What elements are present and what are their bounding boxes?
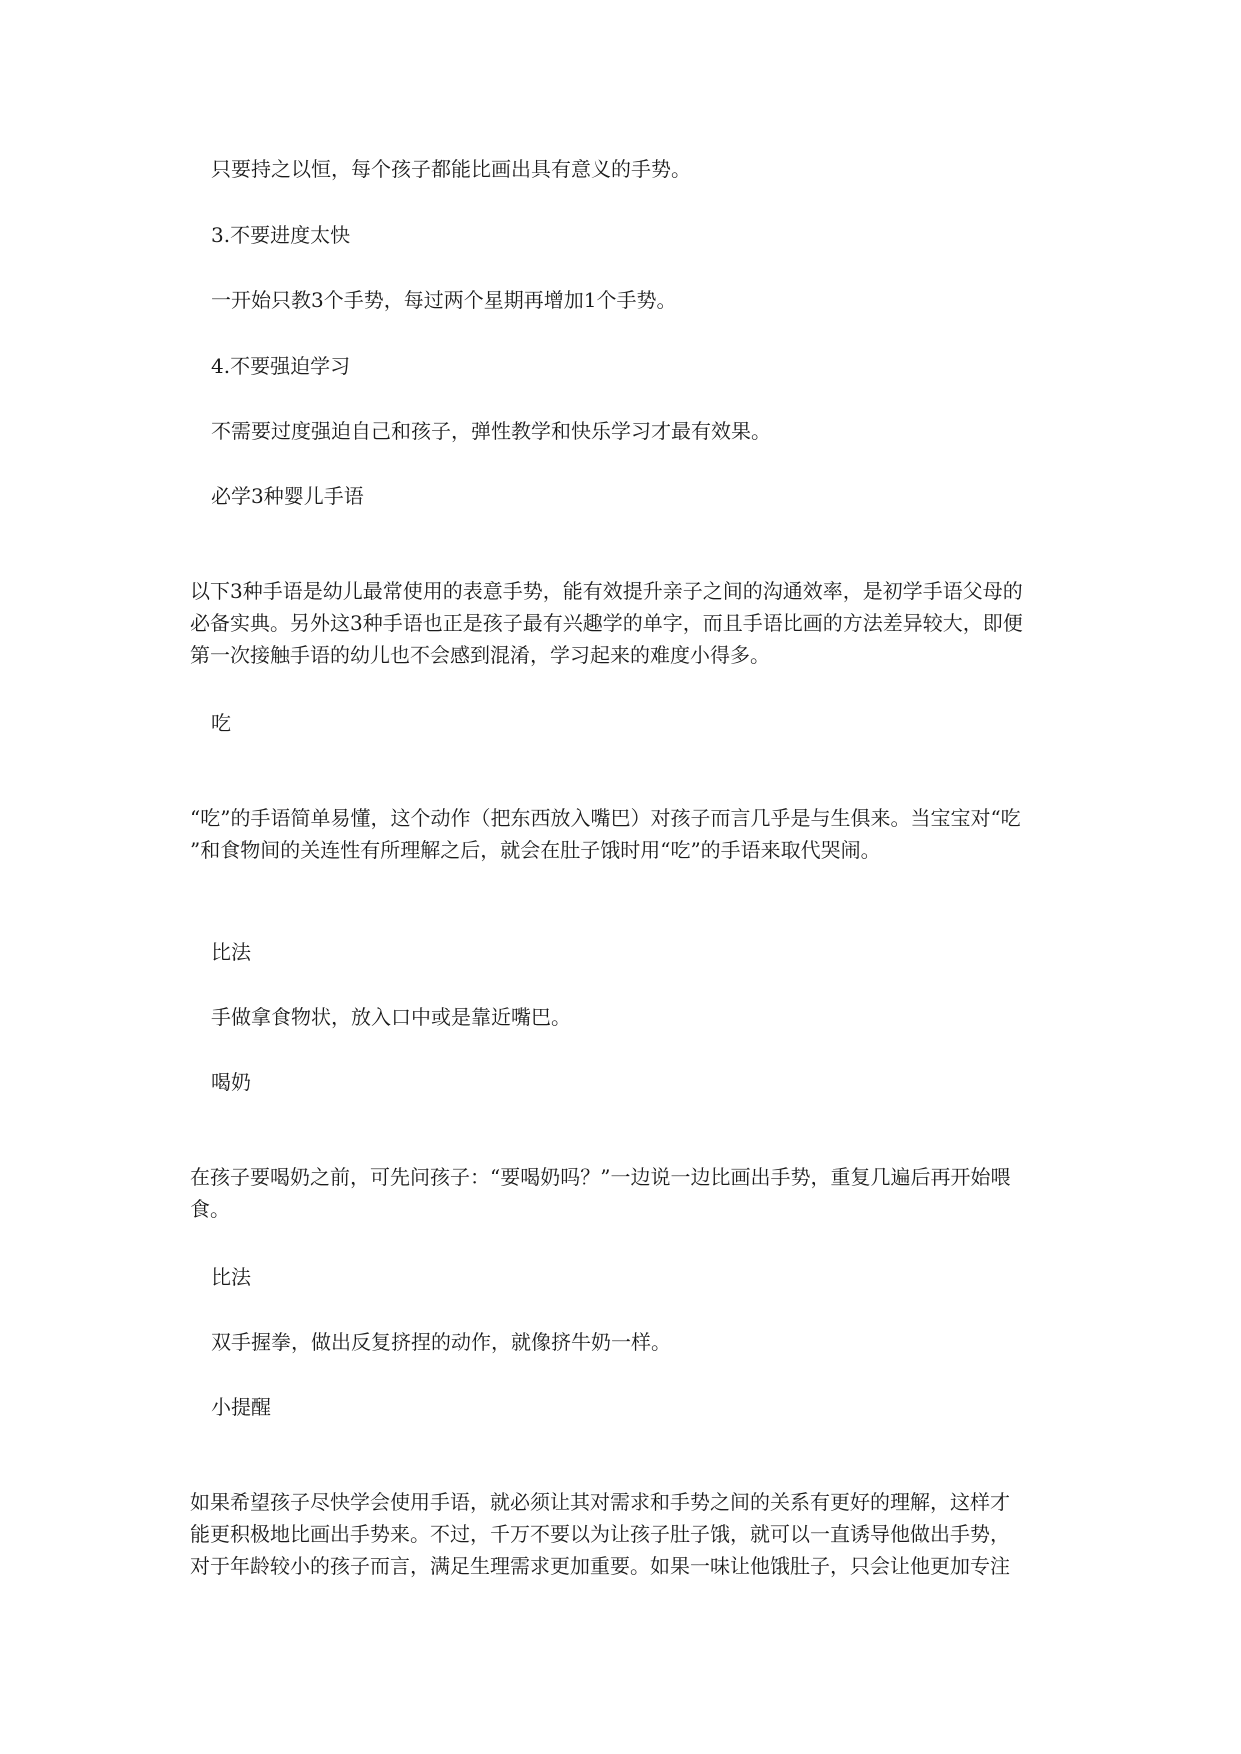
heading-drink-milk: 喝奶 — [211, 1070, 251, 1094]
paragraph-intro-line-2: 必备实典。另外这3种手语也正是孩子最有兴趣学的单字，而且手语比画的方法差异较大，即便 — [190, 611, 1023, 635]
paragraph-three-gestures: 一开始只教3个手势，每过两个星期再增加1个手势。 — [211, 288, 677, 312]
paragraph-persistence: 只要持之以恒，每个孩子都能比画出具有意义的手势。 — [211, 157, 691, 181]
heading-no-forcing: 4.不要强迫学习 — [211, 354, 351, 378]
heading-not-too-fast: 3.不要进度太快 — [211, 223, 351, 247]
heading-how-to-eat: 比法 — [211, 940, 251, 964]
paragraph-intro-line-3: 第一次接触手语的幼儿也不会感到混淆，学习起来的难度小得多。 — [190, 643, 770, 667]
paragraph-tip-line-2: 能更积极地比画出手势来。不过，千万不要以为让孩子肚子饿，就可以一直诱导他做出手势， — [190, 1522, 1010, 1546]
paragraph-milk-method: 双手握拳，做出反复挤捏的动作，就像挤牛奶一样。 — [211, 1330, 671, 1354]
paragraph-tip-line-3: 对于年龄较小的孩子而言，满足生理需求更加重要。如果一味让他饿肚子，只会让他更加专注 — [190, 1554, 1010, 1578]
paragraph-eat-line-1: “吃”的手语简单易懂，这个动作（把东西放入嘴巴）对孩子而言几乎是与生俱来。当宝宝对“吃 — [190, 806, 1021, 830]
paragraph-tip-line-1: 如果希望孩子尽快学会使用手语，就必须让其对需求和手势之间的关系有更好的理解，这样才 — [190, 1490, 1010, 1514]
heading-tip: 小提醒 — [211, 1395, 271, 1419]
paragraph-eat-method: 手做拿食物状，放入口中或是靠近嘴巴。 — [211, 1005, 571, 1029]
paragraph-milk-line-1: 在孩子要喝奶之前，可先问孩子：“要喝奶吗？”一边说一边比画出手势，重复几遍后再开始喂 — [190, 1165, 1011, 1189]
heading-three-baby-signs: 必学3种婴儿手语 — [211, 484, 364, 508]
paragraph-milk-line-2: 食。 — [190, 1197, 230, 1221]
heading-how-to-milk: 比法 — [211, 1265, 251, 1289]
paragraph-flexible-teaching: 不需要过度强迫自己和孩子，弹性教学和快乐学习才最有效果。 — [211, 419, 771, 443]
paragraph-eat-line-2: ”和食物间的关连性有所理解之后，就会在肚子饿时用“吃”的手语来取代哭闹。 — [190, 838, 881, 862]
heading-eat: 吃 — [211, 711, 231, 735]
paragraph-intro-line-1: 以下3种手语是幼儿最常使用的表意手势，能有效提升亲子之间的沟通效率，是初学手语父母的 — [190, 579, 1023, 603]
